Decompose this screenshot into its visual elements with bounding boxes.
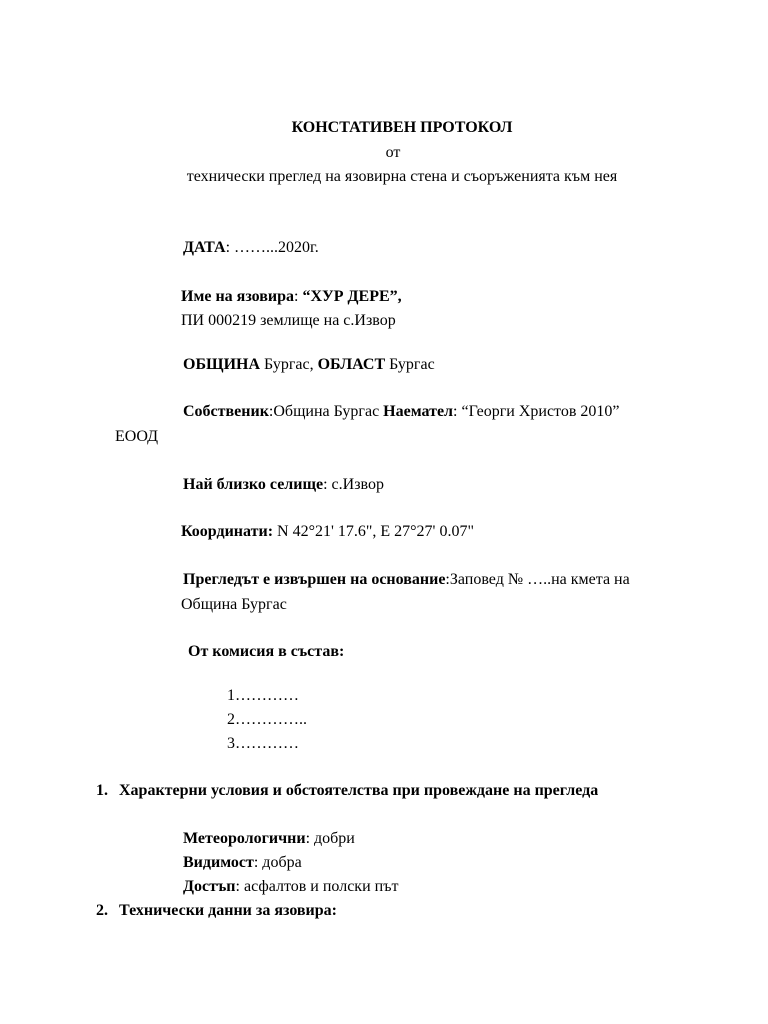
- commission-member: 2…………..: [227, 711, 307, 728]
- tenant-label: Наемател: [383, 403, 454, 420]
- dam-name-sep: :: [294, 288, 303, 305]
- access-label: Достъп: [183, 878, 236, 895]
- dam-name-value: “ХУР ДЕРЕ”,: [302, 288, 402, 305]
- basis-label: Прегледът е извършен на основание: [183, 571, 446, 588]
- section-heading-2: [96, 901, 337, 921]
- tenant-suffix: ЕООД: [115, 428, 158, 445]
- settlement-line: [183, 475, 384, 495]
- dam-plot-line: ПИ 000219 землище на с.Извор: [181, 312, 396, 329]
- tenant-value: : “Георги Христов 2010”: [453, 403, 620, 420]
- visibility-label: Видимост: [183, 854, 254, 871]
- settlement-label: Най близко селище: [183, 476, 324, 493]
- owner-label: Собственик: [183, 403, 269, 420]
- date-label: ДАТА: [183, 239, 226, 256]
- section-title: Характерни условия и обстоятелства при провеждане на прегледа: [119, 782, 599, 799]
- municipality-value: Бургас,: [260, 356, 318, 373]
- area-value: Бургас: [385, 356, 435, 373]
- basis-value: :Заповед № …..на кмета на: [445, 571, 630, 588]
- basis-line: [183, 570, 630, 590]
- date-line: [183, 238, 319, 258]
- dam-name-label: Име на язовира: [181, 288, 295, 305]
- visibility-value: : добра: [253, 854, 302, 871]
- weather-value: : добри: [305, 830, 355, 847]
- region-line: [183, 355, 435, 375]
- area-label: ОБЛАСТ: [317, 356, 386, 373]
- document-subtitle: технически преглед на язовирна стена и съоръженията към нея: [186, 168, 618, 185]
- date-value: : ……...2020г.: [225, 239, 319, 256]
- document-title: КОНСТАТИВЕН ПРОТОКОЛ: [291, 119, 513, 136]
- section-title: Технически данни за язовира:: [119, 902, 337, 919]
- owner-value: :Община Бургас: [268, 403, 384, 420]
- section-heading-1: [96, 781, 598, 801]
- title-from-word: от: [385, 144, 401, 161]
- coordinates-value: N 42°21' 17.6", E 27°27' 0.07": [273, 523, 474, 540]
- commission-heading: От комисия в състав:: [188, 643, 345, 660]
- commission-member: 1…………: [227, 687, 299, 704]
- visibility-line: [183, 853, 302, 873]
- coordinates-line: [181, 522, 474, 542]
- access-value: : асфалтов и полски път: [235, 878, 399, 895]
- owner-line: [183, 402, 620, 422]
- weather-label: Метеорологични: [183, 830, 306, 847]
- coordinates-label: Координати:: [181, 523, 274, 540]
- municipality-label: ОБЩИНА: [183, 356, 261, 373]
- section-number: 2.: [96, 902, 108, 919]
- access-line: [183, 877, 398, 897]
- commission-member: 3…………: [227, 735, 299, 752]
- basis-value-line2: Община Бургас: [181, 596, 287, 613]
- section-number: 1.: [96, 782, 108, 799]
- weather-line: [183, 829, 355, 849]
- dam-name-line: [181, 287, 402, 307]
- settlement-value: : с.Извор: [323, 476, 384, 493]
